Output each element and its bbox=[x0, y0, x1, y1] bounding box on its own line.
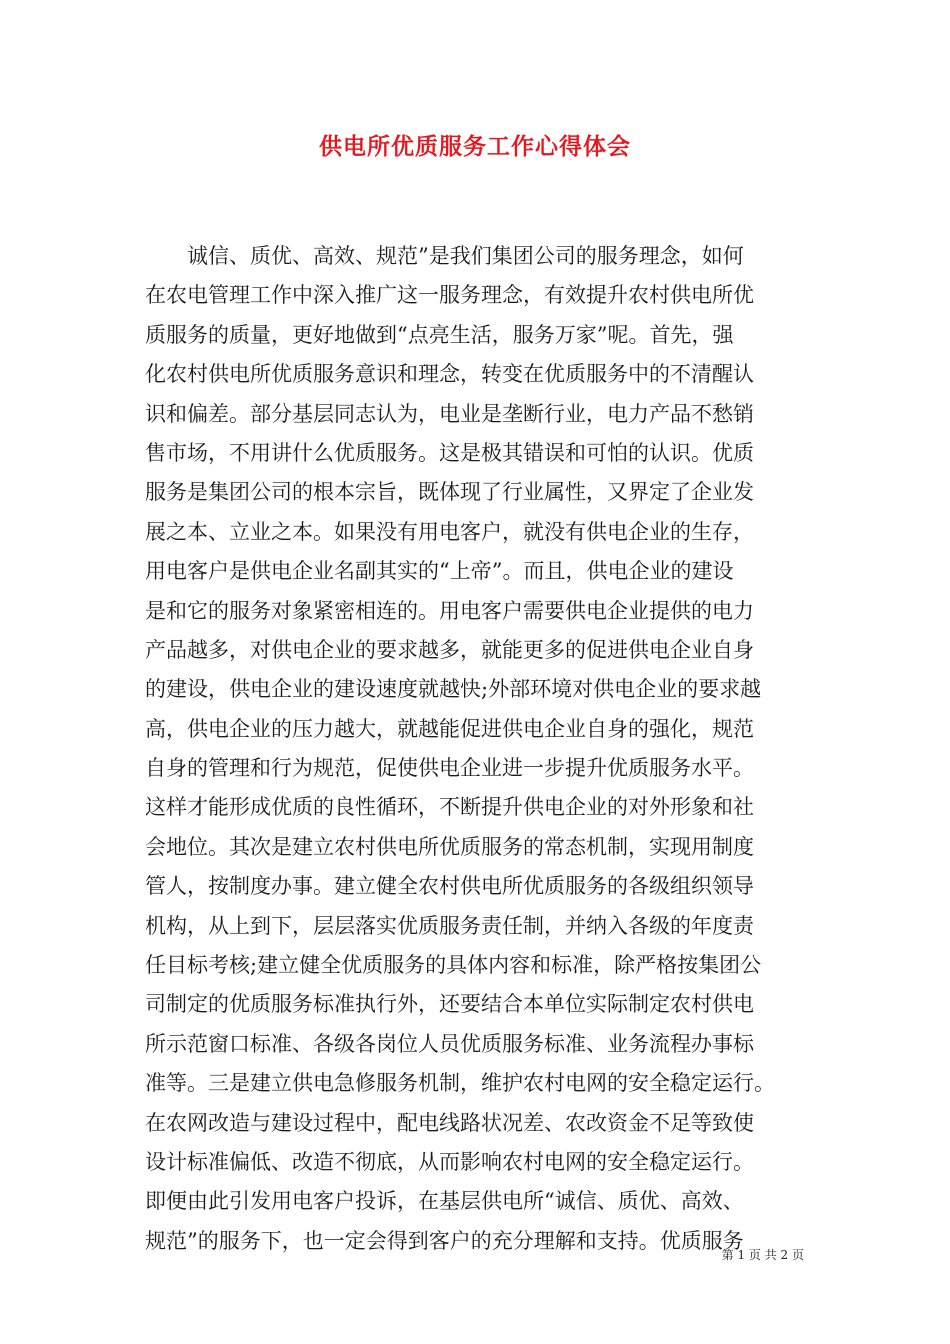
body-line: 用电客户是供电企业名副其实的“上帝”。而且，供电企业的建设 bbox=[145, 559, 734, 584]
body-line: 的建设，供电企业的建设速度就越快;外部环境对供电企业的要求越 bbox=[145, 677, 762, 702]
body-line: 化农村供电所优质服务意识和理念，转变在优质服务中的不清醒认 bbox=[145, 362, 754, 387]
body-line: 展之本、立业之本。如果没有用电客户，就没有供电企业的生存， bbox=[145, 519, 754, 544]
body-line: 自身的管理和行为规范，促使供电企业进一步提升优质服务水平。 bbox=[145, 756, 754, 781]
body-line: 服务是集团公司的根本宗旨，既体现了行业属性，又界定了企业发 bbox=[145, 480, 754, 505]
body-line: 即便由此引发用电客户投诉，在基层供电所“诚信、质优、高效、 bbox=[145, 1189, 744, 1214]
body-line: 管人，按制度办事。建立健全农村供电所优质服务的各级组织领导 bbox=[145, 874, 754, 899]
body-line: 诚信、质优、高效、规范”是我们集团公司的服务理念，如何 bbox=[187, 244, 744, 268]
body-line: 售市场，不用讲什么优质服务。这是极其错误和可怕的认识。优质 bbox=[145, 440, 754, 465]
body-line: 规范”的服务下，也一定会得到客户的充分理解和支持。优质服务 bbox=[145, 1228, 744, 1253]
body-line: 产品越多，对供电企业的要求越多，就能更多的促进供电企业自身 bbox=[145, 637, 754, 662]
document-body bbox=[145, 237, 815, 1261]
body-line: 这样才能形成优质的良性循环，不断提升供电企业的对外形象和社 bbox=[145, 795, 754, 820]
body-line: 司制定的优质服务标准执行外，还要结合本单位实际制定农村供电 bbox=[145, 992, 754, 1017]
body-line: 任目标考核;建立健全优质服务的具体内容和标准，除严格按集团公 bbox=[145, 953, 762, 978]
page-title: 供电所优质服务工作心得体会 bbox=[319, 133, 631, 160]
body-line: 在农网改造与建设过程中，配电线路状况差、农改资金不足等致使 bbox=[145, 1110, 754, 1135]
body-line: 机构，从上到下，层层落实优质服务责任制，并纳入各级的年度责 bbox=[145, 913, 754, 938]
body-line: 识和偏差。部分基层同志认为，电业是垄断行业，电力产品不愁销 bbox=[145, 401, 754, 426]
body-line: 高，供电企业的压力越大，就越能促进供电企业自身的强化，规范 bbox=[145, 716, 754, 741]
page-number-footer: 第 1 页 共 2 页 bbox=[721, 1248, 804, 1262]
body-line: 质服务的质量，更好地做到“点亮生活，服务万家”呢。首先，强 bbox=[145, 322, 734, 347]
body-line: 所示范窗口标准、各级各岗位人员优质服务标准、业务流程办事标 bbox=[145, 1031, 754, 1056]
body-line: 在农电管理工作中深入推广这一服务理念，有效提升农村供电所优 bbox=[145, 283, 754, 308]
body-line: 设计标准偏低、改造不彻底，从而影响农村电网的安全稳定运行。 bbox=[145, 1149, 754, 1174]
body-line: 是和它的服务对象紧密相连的。用电客户需要供电企业提供的电力 bbox=[145, 598, 754, 623]
body-line: 准等。三是建立供电急修服务机制，维护农村电网的安全稳定运行。 bbox=[145, 1071, 775, 1096]
body-line: 会地位。其次是建立农村供电所优质服务的常态机制，实现用制度 bbox=[145, 834, 754, 859]
